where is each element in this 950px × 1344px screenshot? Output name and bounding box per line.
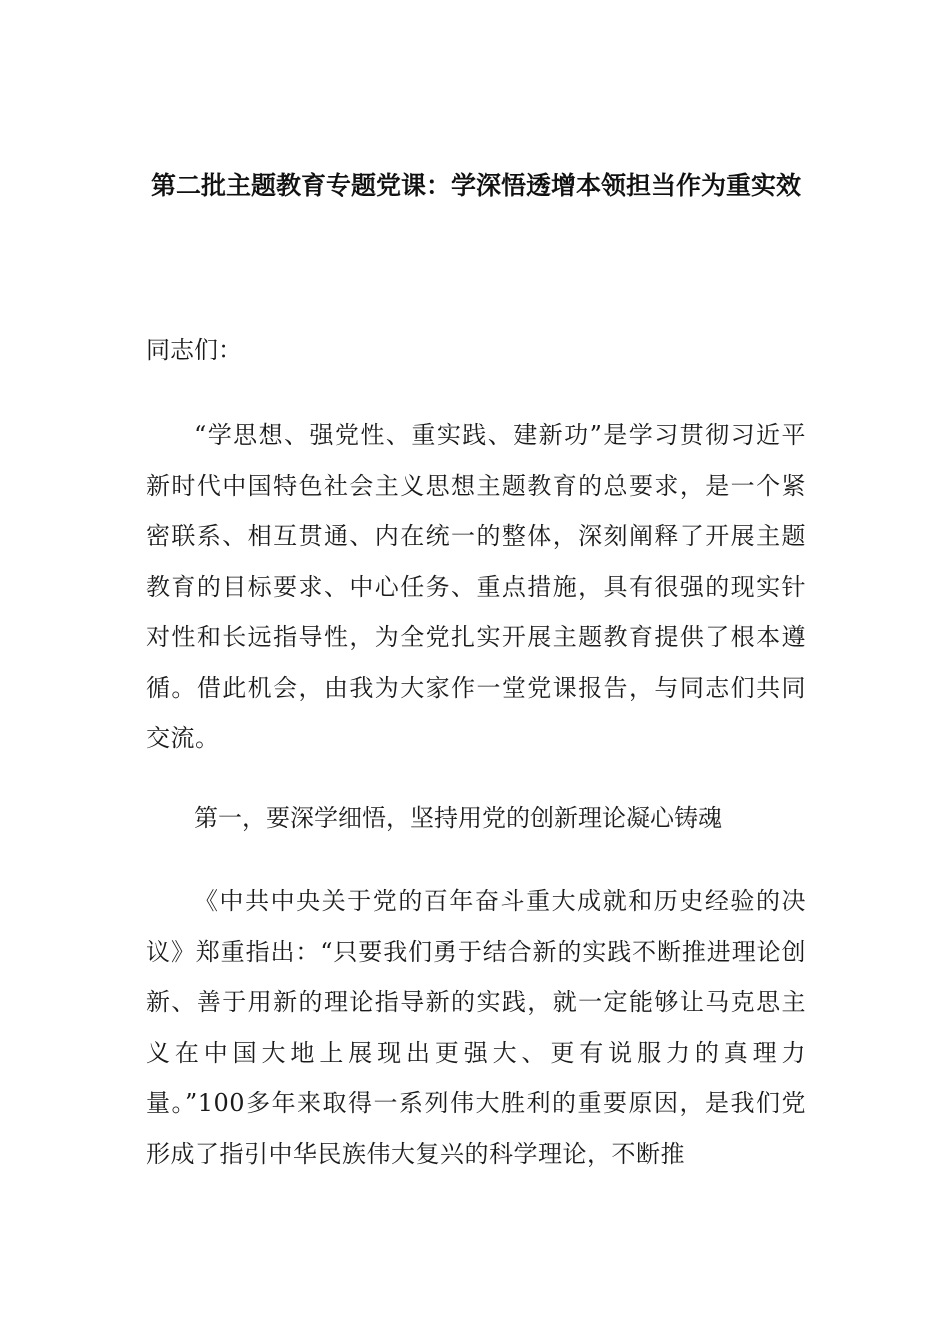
section-heading: 第一，要深学细悟，坚持用党的创新理论凝心铸魂 [194,804,722,832]
salutation: 同志们： [146,336,242,364]
document-title: 第二批主题教育专题党课：学深悟透增本领担当作为重实效 [150,171,801,200]
paragraph-intro: “学思想、强党性、重实践、建新功”是学习贯彻习近平新时代中国特色社会主义思想主题教育的总要求，是一个紧密联系、相互贯通、内在统一的整体，深刻阐释了开展主题教育的目标要求、中心任务、重点措施，具有很强的现实针对性和长远指导性，为全党扎实开展主题教育提供了根本遵循。借此机会，由我为大家作一堂党课报告，与同志们共同交流。 [146,421,806,752]
paragraph-section-one: 《中共中央关于党的百年奋斗重大成就和历史经验的决议》郑重指出：“只要我们勇于结合新的实践不断推进理论创新、善于用新的理论指导新的实践，就一定能够让马克思主义在中国大地上展现出更强大、更有说服力的真理力量。”100多年来取得一系列伟大胜利的重要原因，是我们党形成了指引中华民族伟大复兴的科学理论，不断推 [146,887,806,1168]
